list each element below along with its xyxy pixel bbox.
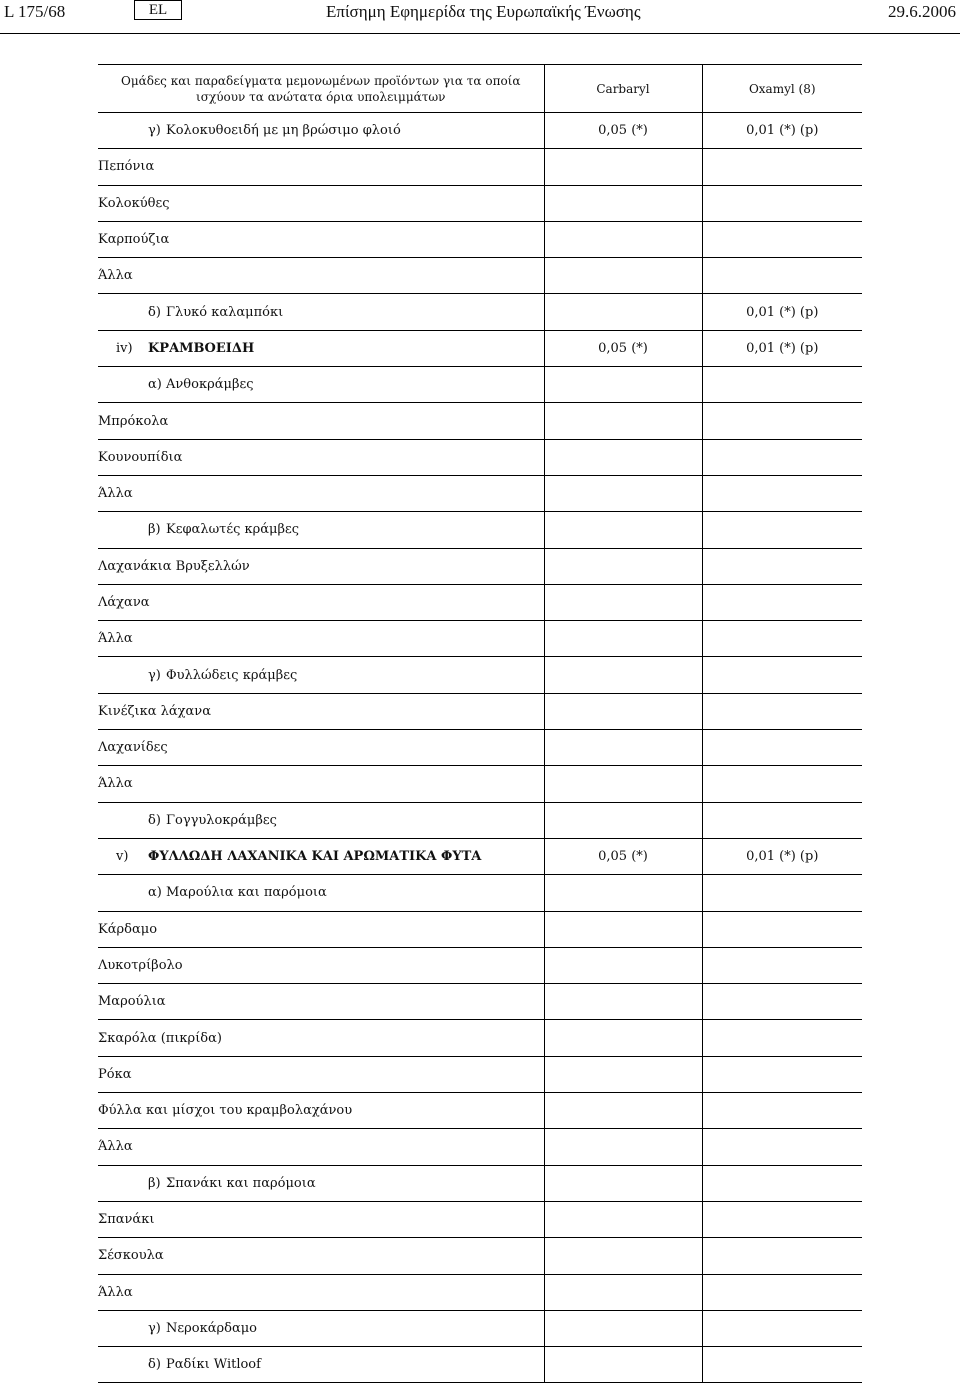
table-row bbox=[98, 439, 862, 475]
product-label: Κεφαλωτές κράμβες bbox=[166, 522, 300, 538]
carbaryl-value bbox=[544, 1347, 702, 1383]
oxamyl-value: 0,01 (*) (p) bbox=[702, 838, 862, 874]
product-label: Πεπόνια bbox=[98, 159, 155, 175]
product-label: Φύλλα και μίσχοι του κραμβολαχάνου bbox=[98, 1103, 353, 1119]
product-cell bbox=[98, 838, 544, 874]
product-label: Άλλα bbox=[98, 268, 133, 284]
journal-title: Επίσημη Εφημερίδα της Ευρωπαϊκής Ένωσης bbox=[326, 2, 641, 21]
oxamyl-value bbox=[702, 221, 862, 257]
carbaryl-value bbox=[544, 1238, 702, 1274]
product-cell bbox=[98, 1274, 544, 1310]
table-row bbox=[98, 730, 862, 766]
table-row bbox=[98, 657, 862, 693]
page-reference: L 175/68 bbox=[4, 2, 66, 21]
product-cell bbox=[98, 766, 544, 802]
carbaryl-value bbox=[544, 1056, 702, 1092]
row-marker: δ) bbox=[148, 1357, 161, 1373]
publication-date: 29.6.2006 bbox=[888, 2, 956, 21]
table-row bbox=[98, 584, 862, 620]
product-cell bbox=[98, 875, 544, 911]
carbaryl-value bbox=[544, 947, 702, 983]
product-label: Γλυκό καλαμπόκι bbox=[166, 304, 284, 320]
row-marker: δ) bbox=[148, 812, 161, 828]
oxamyl-value bbox=[702, 1165, 862, 1201]
oxamyl-value bbox=[702, 693, 862, 729]
carbaryl-value bbox=[544, 1129, 702, 1165]
product-label: Άλλα bbox=[98, 1139, 133, 1155]
product-cell bbox=[98, 584, 544, 620]
table-header-row bbox=[98, 65, 862, 113]
table-row bbox=[98, 1310, 862, 1346]
product-label: Λαχανίδες bbox=[98, 740, 168, 756]
row-marker: v) bbox=[116, 849, 129, 865]
row-marker: γ) bbox=[148, 1320, 161, 1336]
product-label: Άλλα bbox=[98, 631, 133, 647]
table-row bbox=[98, 294, 862, 330]
carbaryl-value bbox=[544, 1274, 702, 1310]
product-cell bbox=[98, 330, 544, 366]
oxamyl-value: 0,01 (*) (p) bbox=[702, 330, 862, 366]
carbaryl-value: 0,05 (*) bbox=[544, 838, 702, 874]
oxamyl-value bbox=[702, 1056, 862, 1092]
product-cell bbox=[98, 221, 544, 257]
table-row bbox=[98, 1238, 862, 1274]
carbaryl-value: 0,05 (*) bbox=[544, 113, 702, 149]
table-row bbox=[98, 1129, 862, 1165]
product-cell bbox=[98, 512, 544, 548]
carbaryl-value bbox=[544, 294, 702, 330]
oxamyl-value: 0,01 (*) (p) bbox=[702, 113, 862, 149]
product-cell bbox=[98, 802, 544, 838]
product-label: Σπανάκι και παρόμοια bbox=[166, 1175, 316, 1191]
carbaryl-value bbox=[544, 548, 702, 584]
carbaryl-value bbox=[544, 185, 702, 221]
residue-limits-table bbox=[98, 64, 862, 1383]
row-marker: α) bbox=[148, 885, 162, 901]
carbaryl-value bbox=[544, 149, 702, 185]
product-label: Ραδίκι Witloof bbox=[166, 1357, 261, 1373]
product-cell bbox=[98, 947, 544, 983]
product-cell bbox=[98, 1238, 544, 1274]
table-row bbox=[98, 403, 862, 439]
product-label: Σπανάκι bbox=[98, 1212, 155, 1228]
carbaryl-value: 0,05 (*) bbox=[544, 330, 702, 366]
carbaryl-value bbox=[544, 875, 702, 911]
carbaryl-value bbox=[544, 512, 702, 548]
product-label: Λαχανάκια Βρυξελλών bbox=[98, 558, 250, 574]
product-label: Ανθοκράμβες bbox=[166, 377, 254, 393]
oxamyl-value bbox=[702, 439, 862, 475]
carbaryl-value bbox=[544, 475, 702, 511]
product-label: Άλλα bbox=[98, 776, 133, 792]
table-row bbox=[98, 984, 862, 1020]
row-marker: β) bbox=[148, 1175, 161, 1191]
oxamyl-value bbox=[702, 1274, 862, 1310]
oxamyl-value bbox=[702, 475, 862, 511]
table-row bbox=[98, 693, 862, 729]
product-label: ΚΡΑΜΒΟΕΙΔΗ bbox=[148, 340, 255, 356]
oxamyl-value bbox=[702, 584, 862, 620]
row-marker: β) bbox=[148, 522, 161, 538]
product-cell bbox=[98, 548, 544, 584]
product-label: Κινέζικα λάχανα bbox=[98, 703, 211, 719]
product-label: Καρπούζια bbox=[98, 232, 170, 248]
oxamyl-value bbox=[702, 1129, 862, 1165]
oxamyl-value bbox=[702, 403, 862, 439]
oxamyl-value bbox=[702, 1093, 862, 1129]
table-row bbox=[98, 1020, 862, 1056]
product-label: Φυλλώδεις κράμβες bbox=[166, 667, 298, 683]
oxamyl-value bbox=[702, 367, 862, 403]
row-marker: iv) bbox=[116, 340, 133, 356]
carbaryl-value bbox=[544, 1201, 702, 1237]
oxamyl-value bbox=[702, 730, 862, 766]
table-row bbox=[98, 1093, 862, 1129]
table-row bbox=[98, 258, 862, 294]
table-row bbox=[98, 621, 862, 657]
product-label: Κουνουπίδια bbox=[98, 449, 183, 465]
product-cell bbox=[98, 475, 544, 511]
product-cell bbox=[98, 911, 544, 947]
carbaryl-value bbox=[544, 1310, 702, 1346]
table-row bbox=[98, 1165, 862, 1201]
product-label: Σέσκουλα bbox=[98, 1248, 164, 1264]
row-marker: γ) bbox=[148, 123, 161, 139]
product-label: Κάρδαμο bbox=[98, 921, 158, 937]
oxamyl-value bbox=[702, 947, 862, 983]
row-marker: γ) bbox=[148, 667, 161, 683]
table-row bbox=[98, 330, 862, 366]
table-row bbox=[98, 875, 862, 911]
table-row bbox=[98, 113, 862, 149]
column-header-carbaryl: Carbaryl bbox=[544, 65, 702, 113]
column-header-oxamyl: Oxamyl (8) bbox=[702, 65, 862, 113]
product-cell bbox=[98, 984, 544, 1020]
table-row bbox=[98, 149, 862, 185]
oxamyl-value: 0,01 (*) (p) bbox=[702, 294, 862, 330]
carbaryl-value bbox=[544, 439, 702, 475]
oxamyl-value bbox=[702, 1201, 862, 1237]
table-row bbox=[98, 475, 862, 511]
row-marker: α) bbox=[148, 377, 162, 393]
product-cell bbox=[98, 621, 544, 657]
carbaryl-value bbox=[544, 984, 702, 1020]
row-marker: δ) bbox=[148, 304, 161, 320]
carbaryl-value bbox=[544, 802, 702, 838]
table-row bbox=[98, 838, 862, 874]
product-cell bbox=[98, 657, 544, 693]
carbaryl-value bbox=[544, 221, 702, 257]
product-cell bbox=[98, 693, 544, 729]
product-cell bbox=[98, 1129, 544, 1165]
product-cell bbox=[98, 1093, 544, 1129]
product-label: ΦΥΛΛΩΔΗ ΛΑΧΑΝΙΚΑ ΚΑΙ ΑΡΩΜΑΤΙΚΑ ΦΥΤΑ bbox=[148, 849, 482, 865]
product-label: Άλλα bbox=[98, 486, 133, 502]
oxamyl-value bbox=[702, 911, 862, 947]
carbaryl-value bbox=[544, 693, 702, 729]
product-label: Λάχανα bbox=[98, 595, 150, 610]
table-row bbox=[98, 947, 862, 983]
table-row bbox=[98, 221, 862, 257]
product-label: Γογγυλοκράμβες bbox=[166, 812, 277, 828]
table-row bbox=[98, 1056, 862, 1092]
product-cell bbox=[98, 1020, 544, 1056]
product-cell bbox=[98, 149, 544, 185]
page-header bbox=[0, 0, 960, 34]
product-cell bbox=[98, 367, 544, 403]
carbaryl-value bbox=[544, 730, 702, 766]
product-label: Ρόκα bbox=[98, 1066, 132, 1082]
oxamyl-value bbox=[702, 185, 862, 221]
oxamyl-value bbox=[702, 621, 862, 657]
carbaryl-value bbox=[544, 1165, 702, 1201]
product-cell bbox=[98, 1347, 544, 1383]
product-cell bbox=[98, 730, 544, 766]
header-rule bbox=[0, 33, 960, 34]
product-label: Μπρόκολα bbox=[98, 413, 169, 429]
oxamyl-value bbox=[702, 802, 862, 838]
oxamyl-value bbox=[702, 875, 862, 911]
table-row bbox=[98, 1201, 862, 1237]
product-cell bbox=[98, 1165, 544, 1201]
product-cell bbox=[98, 258, 544, 294]
product-label: Άλλα bbox=[98, 1284, 133, 1300]
product-cell bbox=[98, 403, 544, 439]
oxamyl-value bbox=[702, 258, 862, 294]
product-cell bbox=[98, 439, 544, 475]
oxamyl-value bbox=[702, 512, 862, 548]
table-body bbox=[98, 113, 862, 1383]
carbaryl-value bbox=[544, 766, 702, 802]
oxamyl-value bbox=[702, 984, 862, 1020]
carbaryl-value bbox=[544, 911, 702, 947]
oxamyl-value bbox=[702, 1347, 862, 1383]
table-row bbox=[98, 911, 862, 947]
table-row bbox=[98, 548, 862, 584]
product-label: Μαρούλια bbox=[98, 994, 166, 1010]
oxamyl-value bbox=[702, 149, 862, 185]
table-row bbox=[98, 1347, 862, 1383]
carbaryl-value bbox=[544, 1093, 702, 1129]
table-row bbox=[98, 1274, 862, 1310]
carbaryl-value bbox=[544, 403, 702, 439]
product-label: Σκαρόλα (πικρίδα) bbox=[98, 1030, 222, 1046]
product-label: Νεροκάρδαμο bbox=[166, 1320, 258, 1336]
product-cell bbox=[98, 1056, 544, 1092]
column-header-products: Ομάδες και παραδείγματα μεμονωμένων προϊόντων για τα οποία ισχύουν τα ανώτατα όρια υπολειμμάτων bbox=[98, 65, 544, 113]
product-label: Μαρούλια και παρόμοια bbox=[166, 885, 327, 901]
product-cell bbox=[98, 1310, 544, 1346]
carbaryl-value bbox=[544, 367, 702, 403]
language-badge: EL bbox=[134, 0, 182, 20]
oxamyl-value bbox=[702, 1310, 862, 1346]
table-row bbox=[98, 367, 862, 403]
table-row bbox=[98, 766, 862, 802]
carbaryl-value bbox=[544, 621, 702, 657]
oxamyl-value bbox=[702, 1238, 862, 1274]
oxamyl-value bbox=[702, 766, 862, 802]
oxamyl-value bbox=[702, 657, 862, 693]
carbaryl-value bbox=[544, 258, 702, 294]
product-cell bbox=[98, 185, 544, 221]
product-label: Κολοκύθες bbox=[98, 195, 170, 211]
carbaryl-value bbox=[544, 584, 702, 620]
product-cell bbox=[98, 294, 544, 330]
oxamyl-value bbox=[702, 1020, 862, 1056]
product-cell bbox=[98, 1201, 544, 1237]
table-row bbox=[98, 185, 862, 221]
table-row bbox=[98, 802, 862, 838]
carbaryl-value bbox=[544, 1020, 702, 1056]
carbaryl-value bbox=[544, 657, 702, 693]
oxamyl-value bbox=[702, 548, 862, 584]
product-label: Λυκοτρίβολο bbox=[98, 957, 183, 973]
product-label: Κολοκυθοειδή με μη βρώσιμο φλοιό bbox=[166, 123, 401, 139]
table-row bbox=[98, 512, 862, 548]
product-cell bbox=[98, 113, 544, 149]
